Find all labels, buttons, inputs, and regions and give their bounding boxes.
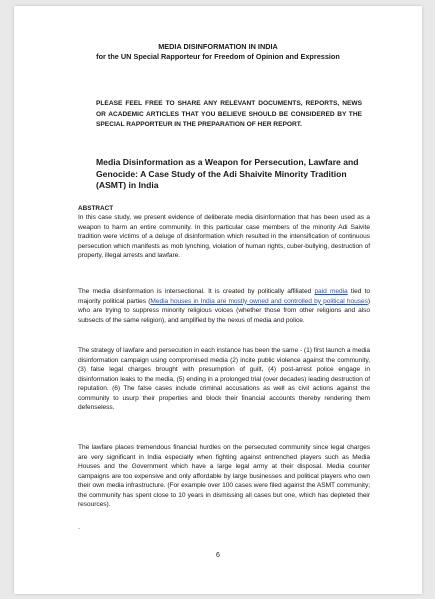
page-number: 6 [216, 552, 220, 559]
paid-media-link[interactable]: paid media [314, 288, 348, 295]
abstract-paragraph-3: The strategy of lawfare and persecution in each instance has been the same - (1) first launch a media disinformation campaign using compromised media (2) incite public violence against the community, (3) false legal charges brought with presumption of guilt, (4) post-arrest police engage in disinformation leaks to the media, (5) ending in a prolonged trial (over decades) leading destruction of reputation. (6) The false cases include criminal accusations as well as civil actions against the community to usurp their properties and block their financial accounts thereby rendering them defenseless. [78, 347, 370, 411]
abstract-heading: ABSTRACT [78, 205, 114, 212]
abstract-paragraph-4: The lawfare places tremendous financial hurdles on the persecuted community since legal charges are very significant in India especially when fighting against entrenched players such as Media Houses and the Government which have a large legal army at their disposal. Media counter campaigns are too expensive and only affordable by large businesses and political players who own their own media infrastructure. (For example over 100 cases were filed against the ASMT community; the community has spent close to 10 years in dismissing all cases but one, which has depleted their resources). [78, 444, 370, 508]
share-notice: PLEASE FEEL FREE TO SHARE ANY RELEVANT DOCUMENTS, REPORTS, NEWS OR ACADEMIC ARTICLES THAT YOU BELIEVE SHOULD BE CONSIDERED BY THE SPECIAL RAPPORTEUR IN THE PREPARATION OF HER REPORT. [96, 100, 362, 128]
abstract-paragraph-2 [78, 287, 370, 325]
media-ownership-link[interactable]: Media houses in India are mostly owned and controlled by political houses [150, 297, 368, 305]
case-study-title: Media Disinformation as a Weapon for Persecution, Lawfare and Genocide: A Case Study of the Adi Shaivite Minority Tradition (ASMT) in India [96, 157, 359, 191]
paragraph-text: The media disinformation is intersectional. It is created by politically affiliated [78, 288, 315, 295]
stray-mark: . [78, 524, 80, 531]
document-page [14, 6, 422, 594]
abstract-paragraph-1: In this case study, we present evidence of deliberate media disinformation that has been used as a weapon to harm an entire community. In this particular case members of the minority Adi Saivite tradition were victims of a deluge of disinformation which resulted in the intensification of continuous persecution which manifests as mob lynching, violation of human rights, cuber-bullying, destruction of property, illegal arrests and lawfare. [78, 214, 370, 259]
paragraph-text: ) who are trying to suppress minority religious voices (whether those from other religions and also subsects of the same religion), and amplified by the nexus of media and police. [78, 297, 371, 324]
document-header-subtitle: for the UN Special Rapporteur for Freedom of Opinion and Expression [96, 52, 340, 61]
document-header-title: MEDIA DISINFORMATION IN INDIA [158, 42, 278, 51]
paragraph-text: tied to majority political parties ( [78, 288, 370, 305]
